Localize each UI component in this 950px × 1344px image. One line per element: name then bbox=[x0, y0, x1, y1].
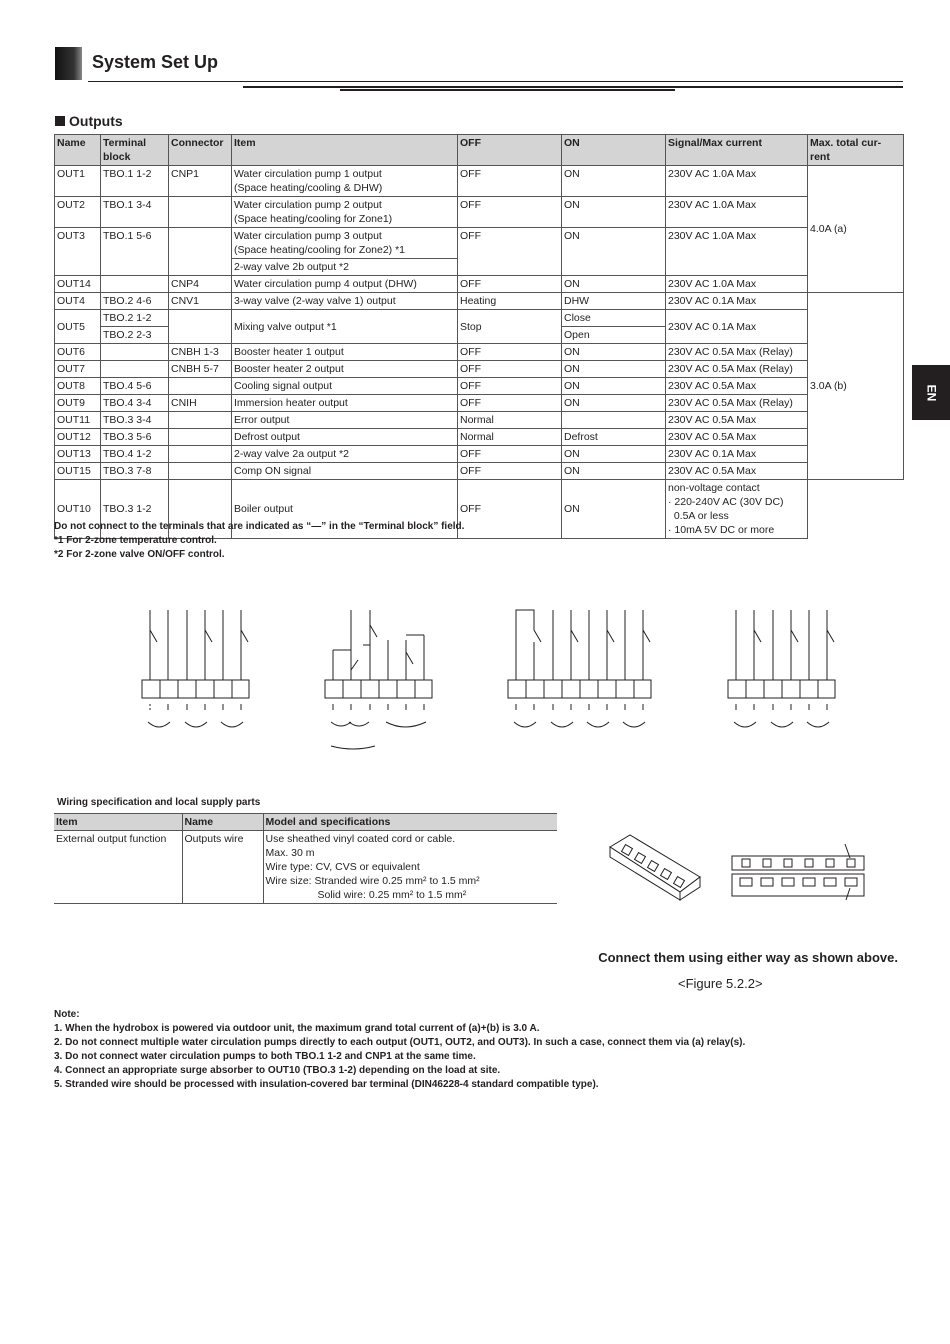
cell-name: OUT8 bbox=[55, 378, 101, 395]
cell-terminal: TBO.3 7-8 bbox=[101, 463, 169, 480]
cell-signal: 230V AC 0.1A Max bbox=[666, 446, 808, 463]
cell-connector: CNIH bbox=[169, 395, 232, 412]
cell-on: ON bbox=[562, 378, 666, 395]
cell-terminal: TBO.1 5-6 bbox=[101, 228, 169, 276]
table-row bbox=[55, 228, 904, 259]
cell-connector bbox=[169, 446, 232, 463]
cell-terminal: TBO.4 5-6 bbox=[101, 378, 169, 395]
table-row bbox=[55, 412, 904, 429]
cell-off: Stop bbox=[458, 310, 562, 344]
cell-item: Immersion heater output bbox=[232, 395, 458, 412]
cell-off: Normal bbox=[458, 429, 562, 446]
figure-caption: <Figure 5.2.2> bbox=[678, 976, 763, 991]
cell-name: OUT3 bbox=[55, 228, 101, 276]
cell-connector: CNP1 bbox=[169, 166, 232, 197]
cell-connector: CNBH 5-7 bbox=[169, 361, 232, 378]
cell-signal: 230V AC 1.0A Max bbox=[666, 276, 808, 293]
wiring-diagram-4 bbox=[716, 600, 856, 740]
note-title: Note: bbox=[54, 1009, 80, 1020]
cell-on: Open bbox=[562, 327, 666, 344]
cell-on: ON bbox=[562, 395, 666, 412]
cell-name: OUT9 bbox=[55, 395, 101, 412]
column-header: Item bbox=[232, 135, 458, 166]
column-header: Name bbox=[182, 814, 263, 831]
table-header-row bbox=[54, 814, 557, 831]
cell-name: OUT15 bbox=[55, 463, 101, 480]
note-item: 5. Stranded wire should be processed with insulation-covered bar terminal (DIN46228-4 standard compatible type). bbox=[54, 1079, 599, 1090]
cell-item: 2-way valve 2b output *2 bbox=[232, 259, 458, 276]
cell-off: OFF bbox=[458, 361, 562, 378]
header-rule-3 bbox=[340, 89, 675, 91]
cell-off: OFF bbox=[458, 228, 562, 276]
cell-item: External output function bbox=[54, 831, 182, 904]
note-item: 3. Do not connect water circulation pumps to both TBO.1 1-2 and CNP1 at the same time. bbox=[54, 1051, 476, 1062]
column-header: Max. total cur- rent bbox=[808, 135, 904, 166]
cell-connector: CNBH 1-3 bbox=[169, 344, 232, 361]
group-b-total: 3.0A (b) bbox=[808, 293, 904, 480]
table-row bbox=[55, 378, 904, 395]
column-header: Item bbox=[54, 814, 182, 831]
cell-signal: 230V AC 0.1A Max bbox=[666, 293, 808, 310]
cell-off: OFF bbox=[458, 166, 562, 197]
cell-name: OUT11 bbox=[55, 412, 101, 429]
cell-connector bbox=[169, 197, 232, 228]
cell-connector bbox=[169, 463, 232, 480]
cell-item: Water circulation pump 2 output (Space heating/cooling for Zone1) bbox=[232, 197, 458, 228]
table-row bbox=[55, 166, 904, 197]
cell-terminal bbox=[101, 276, 169, 293]
column-header: ON bbox=[562, 135, 666, 166]
connector-front-illustration bbox=[730, 842, 870, 902]
cell-signal: 230V AC 0.5A Max bbox=[666, 378, 808, 395]
cell-on: ON bbox=[562, 197, 666, 228]
cell-connector: CNP4 bbox=[169, 276, 232, 293]
note-item: 4. Connect an appropriate surge absorber to OUT10 (TBO.3 1-2) depending on the load at site. bbox=[54, 1065, 501, 1076]
cell-terminal bbox=[101, 344, 169, 361]
notes-block bbox=[54, 1008, 745, 1092]
table-row bbox=[55, 310, 904, 327]
cell-on: ON bbox=[562, 361, 666, 378]
cell-on: Close bbox=[562, 310, 666, 327]
cell-name: OUT10 bbox=[55, 480, 101, 539]
cell-name: OUT2 bbox=[55, 197, 101, 228]
cell-signal: non-voltage contact · 220-240V AC (30V DC) 0.5A or less · 10mA 5V DC or more bbox=[666, 480, 808, 539]
cell-item: Water circulation pump 4 output (DHW) bbox=[232, 276, 458, 293]
table-row bbox=[55, 197, 904, 228]
cell-signal: 230V AC 0.5A Max (Relay) bbox=[666, 344, 808, 361]
note-line: *1 For 2-zone temperature control. bbox=[54, 535, 217, 546]
cell-signal: 230V AC 0.1A Max bbox=[666, 310, 808, 344]
cell-signal: 230V AC 0.5A Max (Relay) bbox=[666, 395, 808, 412]
cell-off: OFF bbox=[458, 276, 562, 293]
outputs-table bbox=[54, 134, 904, 539]
table-row bbox=[55, 361, 904, 378]
cell-name: OUT14 bbox=[55, 276, 101, 293]
cell-on: ON bbox=[562, 344, 666, 361]
cell-off: Heating bbox=[458, 293, 562, 310]
square-bullet-icon bbox=[55, 116, 65, 126]
column-header: Connector bbox=[169, 135, 232, 166]
cell-item: Mixing valve output *1 bbox=[232, 310, 458, 344]
cell-off: OFF bbox=[458, 395, 562, 412]
column-header: Model and specifications bbox=[263, 814, 557, 831]
cell-on bbox=[562, 412, 666, 429]
cell-connector bbox=[169, 228, 232, 276]
table-header-row bbox=[55, 135, 904, 166]
cell-connector bbox=[169, 412, 232, 429]
cell-on: ON bbox=[562, 228, 666, 276]
cell-name: OUT1 bbox=[55, 166, 101, 197]
column-header: Name bbox=[55, 135, 101, 166]
cell-on: ON bbox=[562, 463, 666, 480]
wiring-diagram-3 bbox=[496, 600, 666, 740]
cell-terminal: TBO.2 2-3 bbox=[101, 327, 169, 344]
header-rule bbox=[88, 81, 903, 82]
cell-off: OFF bbox=[458, 197, 562, 228]
cell-item: 3-way valve (2-way valve 1) output bbox=[232, 293, 458, 310]
cell-item: 2-way valve 2a output *2 bbox=[232, 446, 458, 463]
note-item: 2. Do not connect multiple water circulation pumps directly to each output (OUT1, OUT2, and OUT3). In such a case, connect them via (a) relay(s). bbox=[54, 1037, 746, 1048]
cell-terminal: TBO.4 1-2 bbox=[101, 446, 169, 463]
cell-off: OFF bbox=[458, 378, 562, 395]
cell-signal: 230V AC 1.0A Max bbox=[666, 197, 808, 228]
cell-terminal: TBO.1 1-2 bbox=[101, 166, 169, 197]
table-notes bbox=[54, 520, 464, 562]
cell-connector: CNV1 bbox=[169, 293, 232, 310]
column-header: OFF bbox=[458, 135, 562, 166]
table-row bbox=[55, 429, 904, 446]
cell-connector bbox=[169, 429, 232, 446]
cell-terminal: TBO.3 3-4 bbox=[101, 412, 169, 429]
cell-on: ON bbox=[562, 446, 666, 463]
cell-signal: 230V AC 0.5A Max bbox=[666, 429, 808, 446]
cell-name: OUT13 bbox=[55, 446, 101, 463]
wiring-spec-title: Wiring specification and local supply parts bbox=[57, 797, 261, 808]
cell-off: Normal bbox=[458, 412, 562, 429]
cell-model: Use sheathed vinyl coated cord or cable. Max. 30 m Wire type: CV, CVS or equivalent Wire size: Stranded wire 0.25 mm² to 1.5 mm² Solid wire: 0.25 mm² to 1.5 mm² bbox=[263, 831, 557, 904]
cell-signal: 230V AC 0.5A Max bbox=[666, 412, 808, 429]
wiring-spec-table bbox=[54, 813, 557, 904]
connect-caption: Connect them using either way as shown above. bbox=[598, 950, 898, 965]
section-title: Outputs bbox=[55, 113, 123, 129]
cell-off: OFF bbox=[458, 446, 562, 463]
cell-terminal: TBO.2 1-2 bbox=[101, 310, 169, 327]
cell-signal: 230V AC 0.5A Max (Relay) bbox=[666, 361, 808, 378]
note-line: *2 For 2-zone valve ON/OFF control. bbox=[54, 549, 225, 560]
cell-name: OUT4 bbox=[55, 293, 101, 310]
table-row bbox=[54, 831, 557, 904]
cell-off: OFF bbox=[458, 480, 562, 539]
group-a-total: 4.0A (a) bbox=[808, 166, 904, 293]
cell-terminal bbox=[101, 361, 169, 378]
cell-item: Water circulation pump 1 output (Space heating/cooling & DHW) bbox=[232, 166, 458, 197]
table-row bbox=[55, 344, 904, 361]
table-row bbox=[55, 276, 904, 293]
cell-item: Defrost output bbox=[232, 429, 458, 446]
cell-name: OUT6 bbox=[55, 344, 101, 361]
column-header: Signal/Max current bbox=[666, 135, 808, 166]
cell-terminal: TBO.3 5-6 bbox=[101, 429, 169, 446]
connector-angled-illustration bbox=[605, 832, 705, 902]
cell-item: Error output bbox=[232, 412, 458, 429]
note-line: Do not connect to the terminals that are indicated as “—” in the “Terminal block” field. bbox=[54, 521, 465, 532]
cell-name: OUT12 bbox=[55, 429, 101, 446]
table-row bbox=[55, 293, 904, 310]
cell-signal: 230V AC 0.5A Max bbox=[666, 463, 808, 480]
cell-on: Defrost bbox=[562, 429, 666, 446]
header-accent-block bbox=[55, 47, 82, 80]
cell-terminal: TBO.4 3-4 bbox=[101, 395, 169, 412]
language-tab: EN bbox=[912, 365, 950, 420]
cell-off: OFF bbox=[458, 344, 562, 361]
cell-item: Booster heater 2 output bbox=[232, 361, 458, 378]
column-header: Terminal block bbox=[101, 135, 169, 166]
cell-connector bbox=[169, 378, 232, 395]
cell-item: Comp ON signal bbox=[232, 463, 458, 480]
table-row bbox=[55, 395, 904, 412]
cell-terminal: TBO.3 1-2 bbox=[101, 480, 169, 539]
cell-name: Outputs wire bbox=[182, 831, 263, 904]
cell-name: OUT5 bbox=[55, 310, 101, 344]
cell-on: ON bbox=[562, 276, 666, 293]
table-row bbox=[55, 446, 904, 463]
note-item: 1. When the hydrobox is powered via outdoor unit, the maximum grand total current of (a)+(b) is 3.0 A. bbox=[54, 1023, 540, 1034]
cell-terminal: TBO.1 3-4 bbox=[101, 197, 169, 228]
cell-item: Water circulation pump 3 output (Space heating/cooling for Zone2) *1 bbox=[232, 228, 458, 259]
table-row bbox=[55, 463, 904, 480]
cell-name: OUT7 bbox=[55, 361, 101, 378]
cell-signal: 230V AC 1.0A Max bbox=[666, 228, 808, 276]
cell-on: ON bbox=[562, 480, 666, 539]
cell-connector bbox=[169, 310, 232, 344]
wiring-diagram-1 bbox=[130, 600, 270, 740]
cell-item: Boiler output bbox=[232, 480, 458, 539]
cell-signal: 230V AC 1.0A Max bbox=[666, 166, 808, 197]
cell-terminal: TBO.2 4-6 bbox=[101, 293, 169, 310]
cell-item: Booster heater 1 output bbox=[232, 344, 458, 361]
header-rule-2 bbox=[243, 86, 903, 88]
cell-item: Cooling signal output bbox=[232, 378, 458, 395]
cell-off: OFF bbox=[458, 463, 562, 480]
wiring-diagram-2 bbox=[313, 600, 453, 760]
cell-on: DHW bbox=[562, 293, 666, 310]
page-title: System Set Up bbox=[92, 52, 219, 72]
cell-on: ON bbox=[562, 166, 666, 197]
